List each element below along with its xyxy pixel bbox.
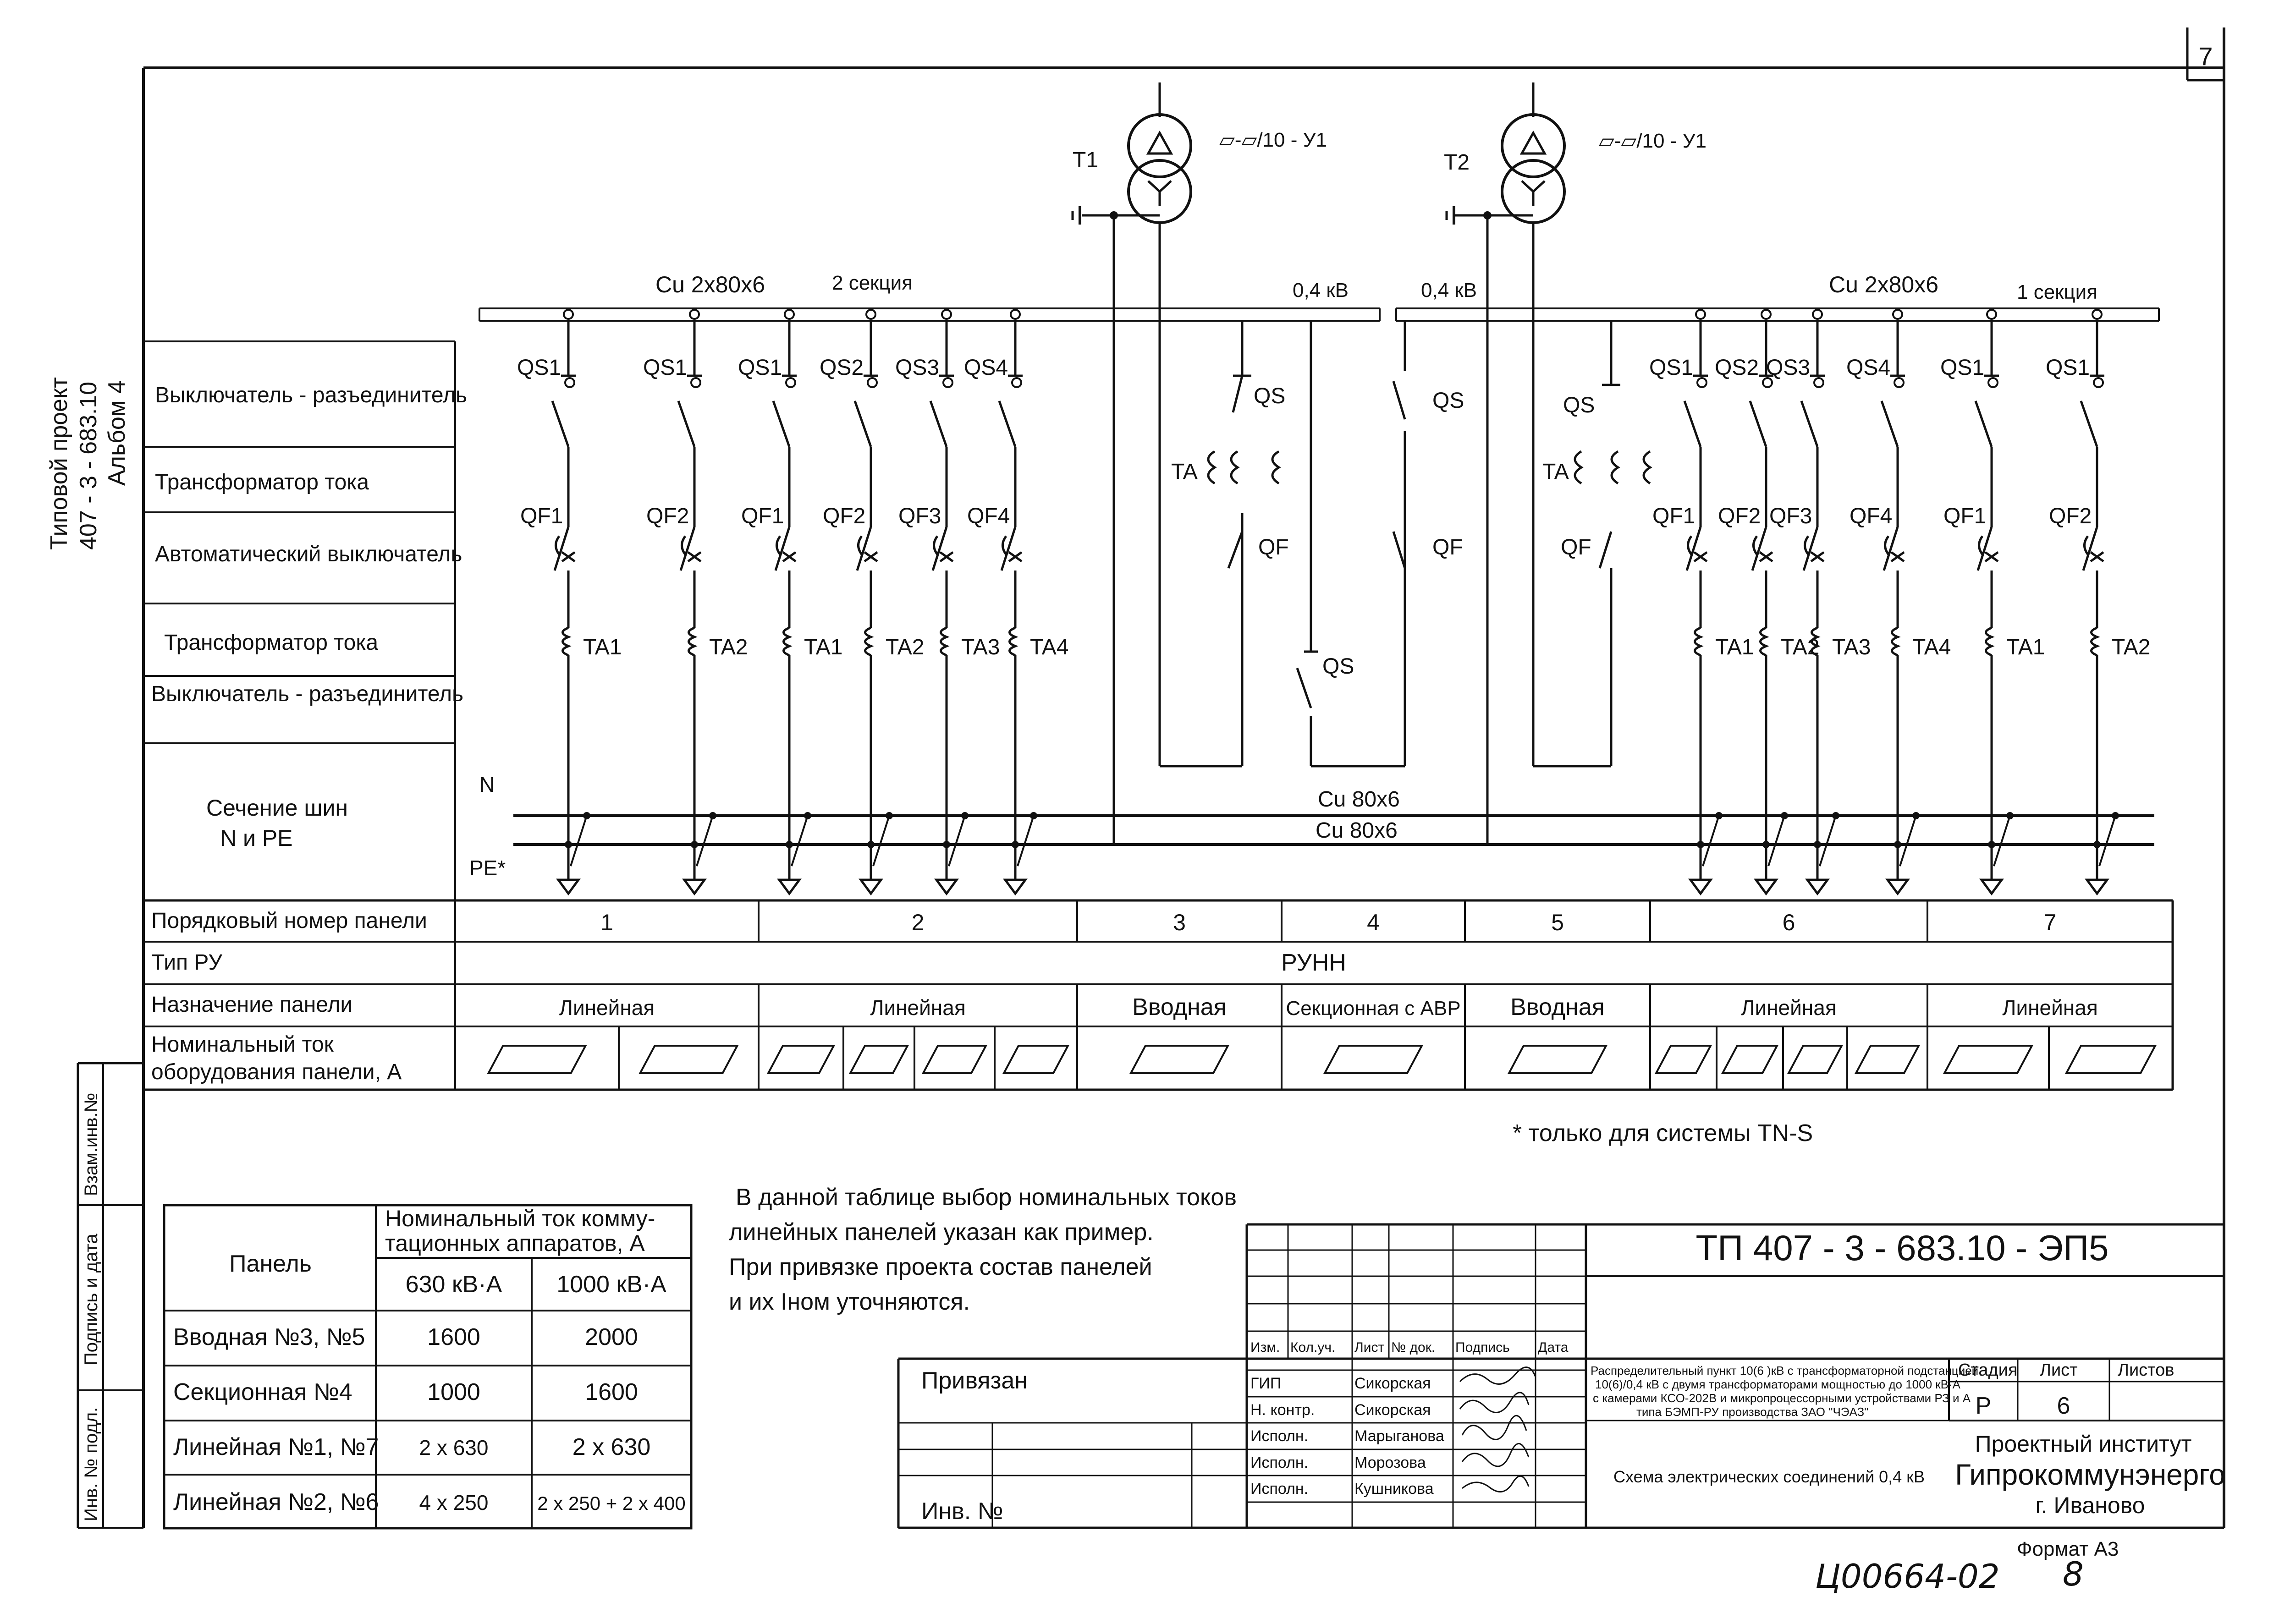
- stamp-hdr-date: Дата: [1538, 1340, 1569, 1355]
- incomer-ct-6: [1644, 451, 1650, 483]
- note-line-1: В данной таблице выбор номинальных токов: [736, 1184, 1237, 1211]
- current-row-1-630: 1600: [427, 1324, 480, 1350]
- pe-label: PE*: [469, 856, 506, 880]
- feeder-6-ta-label: TA4: [1030, 635, 1069, 659]
- title-line-3: с камерами КСО-202В и микропроцессорными устройствами РЗ и А: [1593, 1391, 1971, 1405]
- table-row-current-label-1: Номинальный ток: [151, 1032, 334, 1057]
- doc-code: ТП 407 - 3 - 683.10 - ЭП5: [1695, 1228, 2109, 1268]
- table-row-current-label-2: оборудования панели, А: [151, 1060, 402, 1084]
- feeder-7: [1649, 310, 1754, 894]
- panel-purpose-5: Вводная: [1510, 994, 1605, 1020]
- feeder-8-qs-label: QS2: [1715, 356, 1759, 380]
- rating-box-5: [923, 1046, 986, 1073]
- bus-tap-5: [942, 310, 951, 319]
- rating-box-10: [1656, 1046, 1711, 1073]
- feeder-12-qs-label: QS1: [2046, 356, 2090, 380]
- incomer-ct-4: [1575, 451, 1581, 483]
- feeder-10: [1846, 310, 1951, 894]
- bus-tap-9: [1813, 310, 1822, 319]
- panel-5: [1465, 900, 1605, 1090]
- stamp-person-4: [1250, 1454, 1426, 1471]
- label-bus-section-2: N и PE: [220, 825, 293, 851]
- feeder-3-qs-label: QS1: [738, 356, 782, 380]
- note-line-3: При привязке проекта состав панелей: [729, 1254, 1152, 1280]
- rating-box-15: [2066, 1046, 2155, 1073]
- feeder-3: [738, 310, 842, 894]
- pe-ground-3: [779, 880, 799, 894]
- voltage-left: 0,4 кВ: [1293, 279, 1349, 302]
- feeder-1: [517, 310, 622, 894]
- current-table-panel-header: Панель: [229, 1251, 312, 1277]
- stamp-person-2-name: Сикорская: [1354, 1401, 1431, 1419]
- rating-box-1: [489, 1046, 586, 1073]
- ct-coil-10: [1892, 628, 1898, 655]
- panel-2: [759, 900, 966, 1090]
- incomer-right-ta-label: TA: [1542, 460, 1569, 484]
- rating-box-9: [1509, 1046, 1606, 1073]
- ct-coil-11: [1986, 628, 1992, 655]
- feeder-8-ta-label: TA2: [1781, 635, 1820, 659]
- pe-ground-9: [1807, 880, 1828, 894]
- panel-1: [455, 900, 655, 1090]
- feeder-5-qf-label: QF3: [898, 504, 941, 528]
- format-label: Формат А3: [2017, 1538, 2119, 1560]
- ct-coil-8: [1761, 628, 1767, 655]
- feeder-5-ta-label: TA3: [961, 635, 1000, 659]
- n-bus-label: Cu 80x6: [1318, 787, 1400, 812]
- feeder-12: [2046, 310, 2150, 894]
- stamp-person-1-name: Сикорская: [1354, 1375, 1431, 1392]
- rating-box-11: [1723, 1046, 1777, 1073]
- panel-purpose-6: Линейная: [1741, 996, 1837, 1020]
- bus-tap-3: [785, 310, 794, 319]
- stamp-person-3-role: Исполн.: [1250, 1427, 1309, 1445]
- signatures: [1460, 1367, 1536, 1492]
- current-row-1-panel: Вводная №3, №5: [173, 1324, 365, 1350]
- feeder-1-qs-label: QS1: [517, 356, 561, 380]
- feeder-11: [1940, 310, 2045, 894]
- feeder-4-qs-label: QS2: [820, 356, 864, 380]
- feeder-11-qs-label: QS1: [1940, 356, 1985, 380]
- rating-box-14: [1944, 1046, 2032, 1073]
- feeder-10-ta-label: TA4: [1912, 635, 1951, 659]
- section-qf-label: QF: [1432, 535, 1463, 560]
- incomer-left-qs-label: QS: [1254, 384, 1286, 408]
- current-table-header-2: тационных аппаратов, А: [385, 1230, 645, 1256]
- pe-ground-1: [558, 880, 578, 894]
- current-row-4-630: 4 x 250: [419, 1491, 489, 1514]
- label-circuit-breaker: Автоматический выключатель: [155, 542, 462, 566]
- stamp-person-2: [1250, 1401, 1431, 1419]
- stamp-person-5-role: Исполн.: [1250, 1480, 1309, 1498]
- stamp-person-5-name: Кушникова: [1354, 1480, 1434, 1498]
- bus-tap-10: [1893, 310, 1902, 319]
- stage-label: Стадия: [1958, 1361, 2018, 1380]
- sheets-label: Листов: [2118, 1361, 2174, 1380]
- panel-purpose-2: Линейная: [870, 996, 966, 1020]
- bus-tap-2: [690, 310, 699, 319]
- current-row-4: [173, 1489, 686, 1515]
- stamp-person-5: [1250, 1480, 1434, 1498]
- panel-purpose-1: Линейная: [559, 996, 655, 1020]
- feeder-4: [820, 310, 924, 894]
- current-row-1-1000: 2000: [585, 1324, 638, 1350]
- sheet-title: Схема электрических соединений 0,4 кВ: [1613, 1467, 1925, 1486]
- ct-coil-3: [784, 628, 790, 655]
- bus-tap-4: [866, 310, 875, 319]
- incomer-ct-5: [1612, 451, 1618, 483]
- feeder-6-qs-label: QS4: [964, 356, 1008, 380]
- stamp-people: [1250, 1375, 1444, 1498]
- table-row-number-label: Порядковый номер панели: [151, 909, 427, 933]
- feeder-11-ta-label: TA1: [2006, 635, 2045, 659]
- label-current-transformer: Трансформатор тока: [155, 470, 369, 494]
- pe-ground-7: [1690, 880, 1711, 894]
- feeder-1-qf-label: QF1: [520, 504, 563, 528]
- feeder-12-ta-label: TA2: [2112, 635, 2151, 659]
- current-row-1: [173, 1324, 638, 1350]
- title-line-2: 10(6)/0,4 кВ с двумя трансформаторами мощностью до 1000 кВ·А: [1595, 1377, 1960, 1391]
- panel-number-6: 6: [1782, 910, 1795, 935]
- current-table-header-1: Номинальный ток комму-: [385, 1206, 655, 1231]
- feeder-5: [895, 310, 1000, 894]
- panel-purpose-3: Вводная: [1132, 994, 1227, 1020]
- panel-table-cells: [455, 900, 2155, 1090]
- current-row-2-1000: 1600: [585, 1379, 638, 1405]
- feeder-3-ta-label: TA1: [804, 635, 843, 659]
- bus-tap-7: [1696, 310, 1705, 319]
- pe-ground-4: [861, 880, 881, 894]
- side-project-line2: 407 - 3 - 683.10: [75, 381, 102, 550]
- feeder-2-qs-label: QS1: [643, 356, 688, 380]
- stamp-hdr-kol: Кол.уч.: [1290, 1340, 1336, 1355]
- section-qs-label: QS: [1432, 389, 1464, 413]
- rating-box-12: [1789, 1046, 1842, 1073]
- panel-number-4: 4: [1367, 910, 1380, 935]
- ct-coil-12: [2092, 628, 2097, 655]
- handwritten-page: 8: [2063, 1555, 2084, 1593]
- panel-number-1: 1: [600, 910, 613, 935]
- current-row-4-panel: Линейная №2, №6: [173, 1489, 379, 1515]
- feeder-7-ta-label: TA1: [1715, 635, 1754, 659]
- current-row-2: [173, 1379, 638, 1405]
- title-line-4: типа БЭМП-РУ производства ЗАО "ЧЭАЗ": [1636, 1405, 1869, 1419]
- stamp-person-1-role: ГИП: [1250, 1375, 1282, 1392]
- t1-label: T1: [1073, 148, 1099, 172]
- note-line-4: и их Iном уточняются.: [729, 1289, 970, 1315]
- incomer-ct-2: [1231, 451, 1238, 483]
- stage-value: Р: [1975, 1393, 1992, 1419]
- feeder-5-qs-label: QS3: [895, 356, 940, 380]
- stamp-vzam-inv: Взам.инв.№: [81, 1092, 101, 1196]
- feeder-8-qf-label: QF2: [1718, 504, 1761, 528]
- panel-number-5: 5: [1551, 910, 1564, 935]
- label-bus-section-1: Сечение шин: [206, 795, 348, 821]
- current-table-1000: 1000 кВ·А: [556, 1271, 666, 1298]
- t1-rating: ▱-▱/10 - У1: [1219, 129, 1327, 151]
- ct-coil-2: [689, 628, 695, 655]
- table-row-type-label: Тип РУ: [151, 950, 222, 975]
- panel-number-2: 2: [911, 910, 925, 935]
- stamp-person-2-role: Н. контр.: [1250, 1401, 1315, 1419]
- ru-type: РУНН: [1281, 949, 1346, 976]
- t2-label: T2: [1444, 150, 1470, 175]
- incomer-circuits: [1160, 321, 1620, 766]
- panel-number-7: 7: [2043, 910, 2057, 935]
- panel-4: [1282, 900, 1461, 1090]
- stamp-hdr-sign: Подпись: [1455, 1340, 1510, 1355]
- feeder-9-qs-label: QS3: [1766, 356, 1811, 380]
- pe-ground-8: [1756, 880, 1776, 894]
- sheet-label: Лист: [2040, 1361, 2078, 1380]
- section-qs2-label: QS: [1322, 654, 1354, 679]
- panel-purpose-4: Секционная с АВР: [1286, 997, 1461, 1020]
- pe-bus-label: Cu 80x6: [1316, 818, 1398, 843]
- stamp-hdr-doc: № док.: [1391, 1340, 1436, 1355]
- note-line-2: линейных панелей указан как пример.: [729, 1219, 1154, 1245]
- pe-ground-5: [936, 880, 957, 894]
- feeder-7-qf-label: QF1: [1652, 504, 1695, 528]
- current-row-4-1000: 2 x 250 + 2 x 400: [537, 1492, 686, 1514]
- panel-number-3: 3: [1173, 910, 1186, 935]
- stamp-person-4-role: Исполн.: [1250, 1454, 1309, 1471]
- pe-ground-12: [2087, 880, 2107, 894]
- table-row-purpose-label: Назначение панели: [151, 993, 353, 1017]
- right-bus-label: Cu 2x80x6: [1829, 272, 1939, 297]
- feeder-4-ta-label: TA2: [886, 635, 925, 659]
- pe-ground-6: [1005, 880, 1025, 894]
- voltage-right: 0,4 кВ: [1421, 279, 1477, 302]
- current-row-3-1000: 2 x 630: [572, 1434, 651, 1460]
- current-row-2-panel: Секционная №4: [173, 1379, 352, 1405]
- current-row-3: [173, 1434, 650, 1460]
- feeder-1-ta-label: TA1: [583, 635, 622, 659]
- feeder-3-qf-label: QF1: [741, 504, 784, 528]
- ct-coil-6: [1010, 628, 1016, 655]
- rating-box-13: [1856, 1046, 1919, 1073]
- rating-box-8: [1325, 1046, 1422, 1073]
- side-project-line3: Альбом 4: [104, 380, 130, 486]
- bus-tap-6: [1011, 310, 1020, 319]
- right-section-label: 1 секция: [2017, 281, 2098, 303]
- current-row-3-630: 2 x 630: [419, 1436, 489, 1459]
- rating-box-7: [1131, 1046, 1228, 1073]
- stamp-hdr-list: Лист: [1354, 1340, 1385, 1355]
- incomer-ct-3: [1272, 451, 1279, 483]
- bus-tap-1: [564, 310, 573, 319]
- current-row-3-panel: Линейная №1, №7: [173, 1434, 379, 1460]
- bus-tap-11: [1987, 310, 1996, 319]
- org-line-2: Гипрокоммунэнерго: [1955, 1458, 2225, 1491]
- incomer-right-qf-label: QF: [1561, 535, 1591, 560]
- label-current-transformer-2: Трансформатор тока: [164, 631, 379, 655]
- rating-box-3: [768, 1046, 834, 1073]
- sheet-number: 7: [2198, 42, 2213, 71]
- bus-tap-8: [1762, 310, 1771, 319]
- t2-rating: ▱-▱/10 - У1: [1599, 130, 1707, 152]
- rating-box-6: [1004, 1046, 1068, 1073]
- ct-coil-5: [941, 628, 947, 655]
- stamp-podpis-data: Подпись и дата: [81, 1234, 101, 1366]
- title-line-1: Распределительный пункт 10(6 )кВ с трансформаторной подстанцией: [1591, 1364, 1979, 1377]
- org-line-3: г. Иваново: [2035, 1492, 2145, 1518]
- pe-ground-10: [1888, 880, 1908, 894]
- feeder-9-ta-label: TA3: [1832, 635, 1871, 659]
- feeder-12-qf-label: QF2: [2049, 504, 2092, 528]
- ct-coil-1: [563, 628, 569, 655]
- feeder-2-qf-label: QF2: [646, 504, 689, 528]
- incomer-ct-1: [1208, 451, 1215, 483]
- feeder-8: [1715, 310, 1819, 894]
- feeder-6: [964, 310, 1068, 894]
- incomer-right-qs-label: QS: [1563, 393, 1595, 417]
- pe-ground-11: [1982, 880, 2002, 894]
- feeder-6-qf-label: QF4: [967, 504, 1010, 528]
- left-bus-label: Cu 2x80x6: [655, 272, 765, 297]
- inv-label: Инв. №: [921, 1498, 1003, 1525]
- feeder-4-qf-label: QF2: [823, 504, 866, 528]
- feeder-2: [643, 310, 748, 894]
- current-row-2-630: 1000: [427, 1379, 480, 1405]
- privyazan-label: Привязан: [921, 1367, 1028, 1394]
- feeder-11-qf-label: QF1: [1943, 504, 1987, 528]
- org-line-1: Проектный институт: [1975, 1431, 2192, 1457]
- stamp-inv-podl: Инв. № подл.: [81, 1407, 101, 1521]
- panel-purpose-7: Линейная: [2002, 996, 2098, 1020]
- left-section-label: 2 секция: [832, 272, 913, 294]
- ct-coil-7: [1695, 628, 1701, 655]
- feeder-10-qs-label: QS4: [1846, 356, 1891, 380]
- pe-ground-2: [684, 880, 705, 894]
- feeder-10-qf-label: QF4: [1850, 504, 1893, 528]
- bus-tap-12: [2092, 310, 2102, 319]
- incomer-left-ta-label: TA: [1171, 460, 1198, 484]
- stamp-person-1: [1250, 1375, 1431, 1392]
- stamp-hdr-izm: Изм.: [1250, 1340, 1280, 1355]
- label-switch-disconnector-2: Выключатель - разъединитель: [151, 682, 464, 706]
- current-table-630: 630 кВ·А: [405, 1271, 502, 1298]
- rating-box-4: [850, 1046, 908, 1073]
- feeder-9: [1766, 310, 1871, 894]
- drawing-frame: [78, 27, 2224, 1528]
- stamp-person-4-name: Морозова: [1354, 1454, 1426, 1471]
- feeder-2-ta-label: TA2: [709, 635, 748, 659]
- ct-coil-4: [865, 628, 871, 655]
- sheet-value: 6: [2057, 1393, 2070, 1419]
- tn-s-note: * только для системы TN-S: [1513, 1120, 1813, 1147]
- panel-3: [1077, 900, 1227, 1090]
- feeder-7-qs-label: QS1: [1649, 356, 1694, 380]
- busbars: [479, 308, 2159, 845]
- stamp-person-3: [1250, 1427, 1444, 1445]
- rating-box-2: [640, 1046, 738, 1073]
- panel-6: [1650, 900, 1837, 1090]
- feeder-9-qf-label: QF3: [1769, 504, 1812, 528]
- n-label: N: [479, 773, 495, 796]
- side-project-line1: Типовой проект: [46, 377, 72, 550]
- handwritten-code: Ц00664-02: [1815, 1557, 2000, 1596]
- incomer-left-qf-label: QF: [1258, 535, 1289, 560]
- stamp-person-3-name: Марыганова: [1354, 1427, 1444, 1445]
- label-switch-disconnector: Выключатель - разъединитель: [155, 383, 468, 407]
